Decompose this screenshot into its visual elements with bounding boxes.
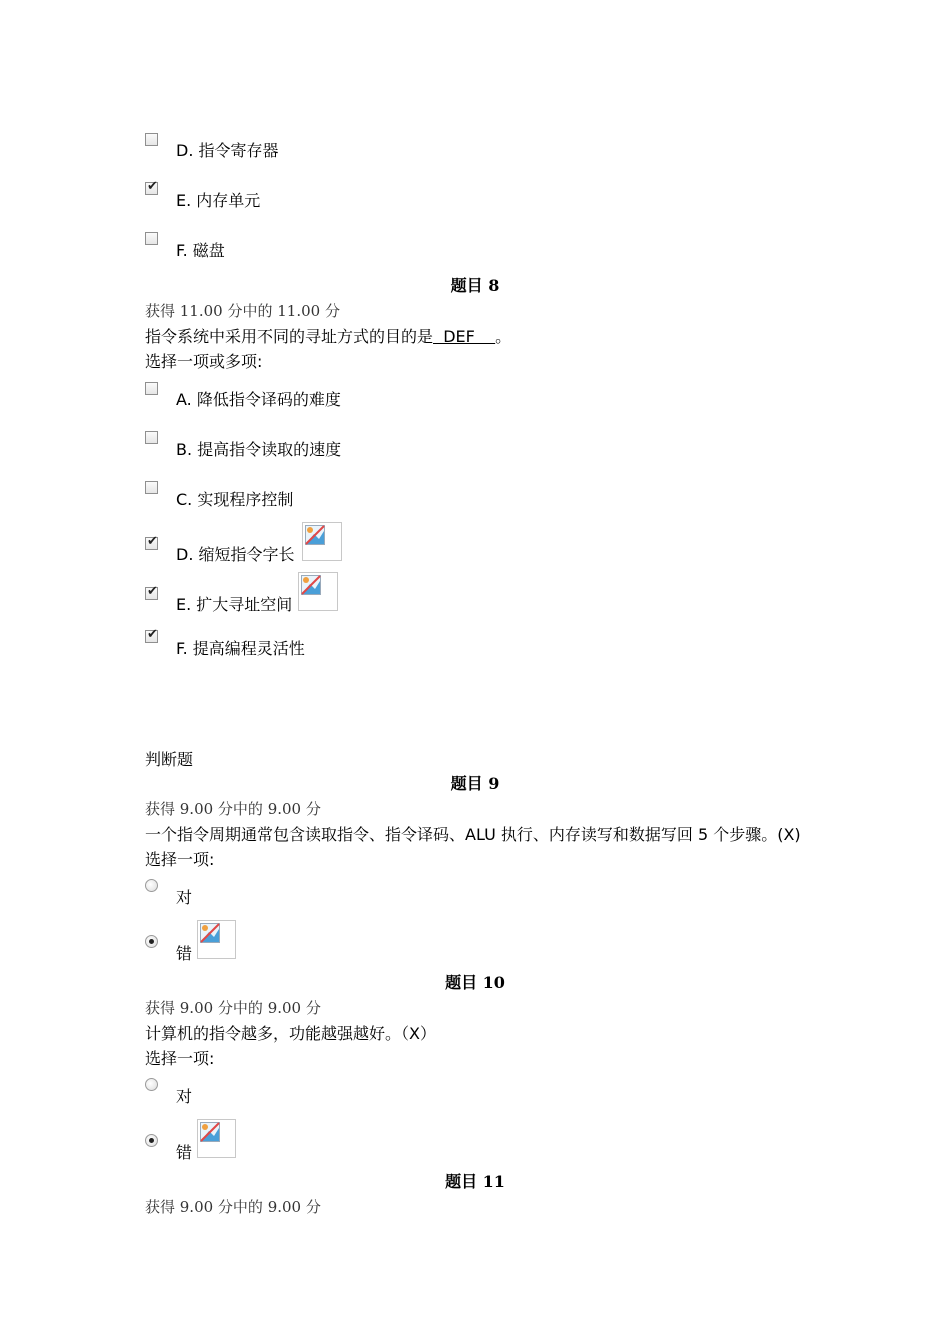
checkbox-q8-b[interactable]	[145, 431, 158, 444]
radio-q9-false[interactable]	[145, 935, 158, 948]
option-q7-f-label: F. 磁盘	[176, 241, 225, 260]
option-q10-true-label: 对	[176, 1087, 193, 1106]
checkbox-q8-f[interactable]	[145, 627, 158, 643]
broken-image-icon	[197, 920, 236, 959]
option-q8-b-label: B. 提高指令读取的速度	[176, 440, 342, 459]
checkmark-icon: ✔	[147, 627, 158, 642]
question-8-answer-blank: DEF	[433, 327, 496, 346]
checkbox-q8-c[interactable]	[145, 481, 158, 494]
option-q9-false-label: 错	[176, 944, 193, 963]
option-q7-d-label: D. 指令寄存器	[176, 141, 279, 160]
question-10-text: 计算机的指令越多，功能越强越好。（X）	[145, 1024, 436, 1043]
option-q8-c-label: C. 实现程序控制	[176, 490, 294, 509]
radio-q9-true[interactable]	[145, 879, 158, 892]
question-8-heading: 题目 8	[450, 276, 500, 295]
option-q8-f-label: F. 提高编程灵活性	[176, 639, 305, 658]
radio-selected-dot	[149, 939, 154, 944]
radio-q10-false[interactable]	[145, 1134, 158, 1147]
option-q9-true-label: 对	[176, 888, 193, 907]
question-8-text-post: 。	[495, 327, 512, 346]
checkbox-q7-d[interactable]	[145, 133, 158, 146]
checkmark-icon: ✔	[147, 534, 158, 549]
broken-image-icon	[298, 572, 338, 611]
option-q7-e-label: E. 内存单元	[176, 191, 261, 210]
option-q10-false-label: 错	[176, 1143, 193, 1162]
question-9-text: 一个指令周期通常包含读取指令、指令译码、ALU 执行、内存读写和数据写回 5 个步骤。(X)	[145, 825, 801, 844]
checkbox-q7-e[interactable]	[145, 179, 158, 195]
question-10-grade: 获得 9.00 分中的 9.00 分	[145, 999, 321, 1017]
broken-image-icon	[197, 1119, 236, 1158]
radio-q10-true[interactable]	[145, 1078, 158, 1091]
section-title-true-false: 判断题	[145, 750, 194, 769]
question-9-grade: 获得 9.00 分中的 9.00 分	[145, 800, 321, 818]
question-10-prompt: 选择一项:	[145, 1049, 215, 1068]
question-9-heading: 题目 9	[450, 774, 500, 793]
broken-image-icon	[302, 522, 342, 561]
checkmark-icon: ✔	[147, 584, 158, 599]
question-8-text	[145, 327, 511, 347]
checkbox-q7-f[interactable]	[145, 232, 158, 245]
question-11-grade: 获得 9.00 分中的 9.00 分	[145, 1198, 321, 1216]
checkmark-icon: ✔	[147, 179, 158, 194]
question-9-prompt: 选择一项:	[145, 850, 215, 869]
radio-selected-dot	[149, 1138, 154, 1143]
option-q8-e-label: E. 扩大寻址空间	[176, 595, 293, 614]
question-8-grade: 获得 11.00 分中的 11.00 分	[145, 302, 340, 320]
question-8-text-pre: 指令系统中采用不同的寻址方式的目的是	[145, 327, 434, 346]
checkbox-q8-e[interactable]	[145, 584, 158, 600]
question-8-prompt: 选择一项或多项:	[145, 352, 263, 371]
checkbox-q8-d[interactable]	[145, 534, 158, 550]
option-q8-d-label: D. 缩短指令字长	[176, 545, 295, 564]
question-10-heading: 题目 10	[445, 973, 505, 992]
checkbox-q8-a[interactable]	[145, 382, 158, 395]
option-q8-a-label: A. 降低指令译码的难度	[176, 390, 341, 409]
question-11-heading: 题目 11	[445, 1172, 505, 1191]
